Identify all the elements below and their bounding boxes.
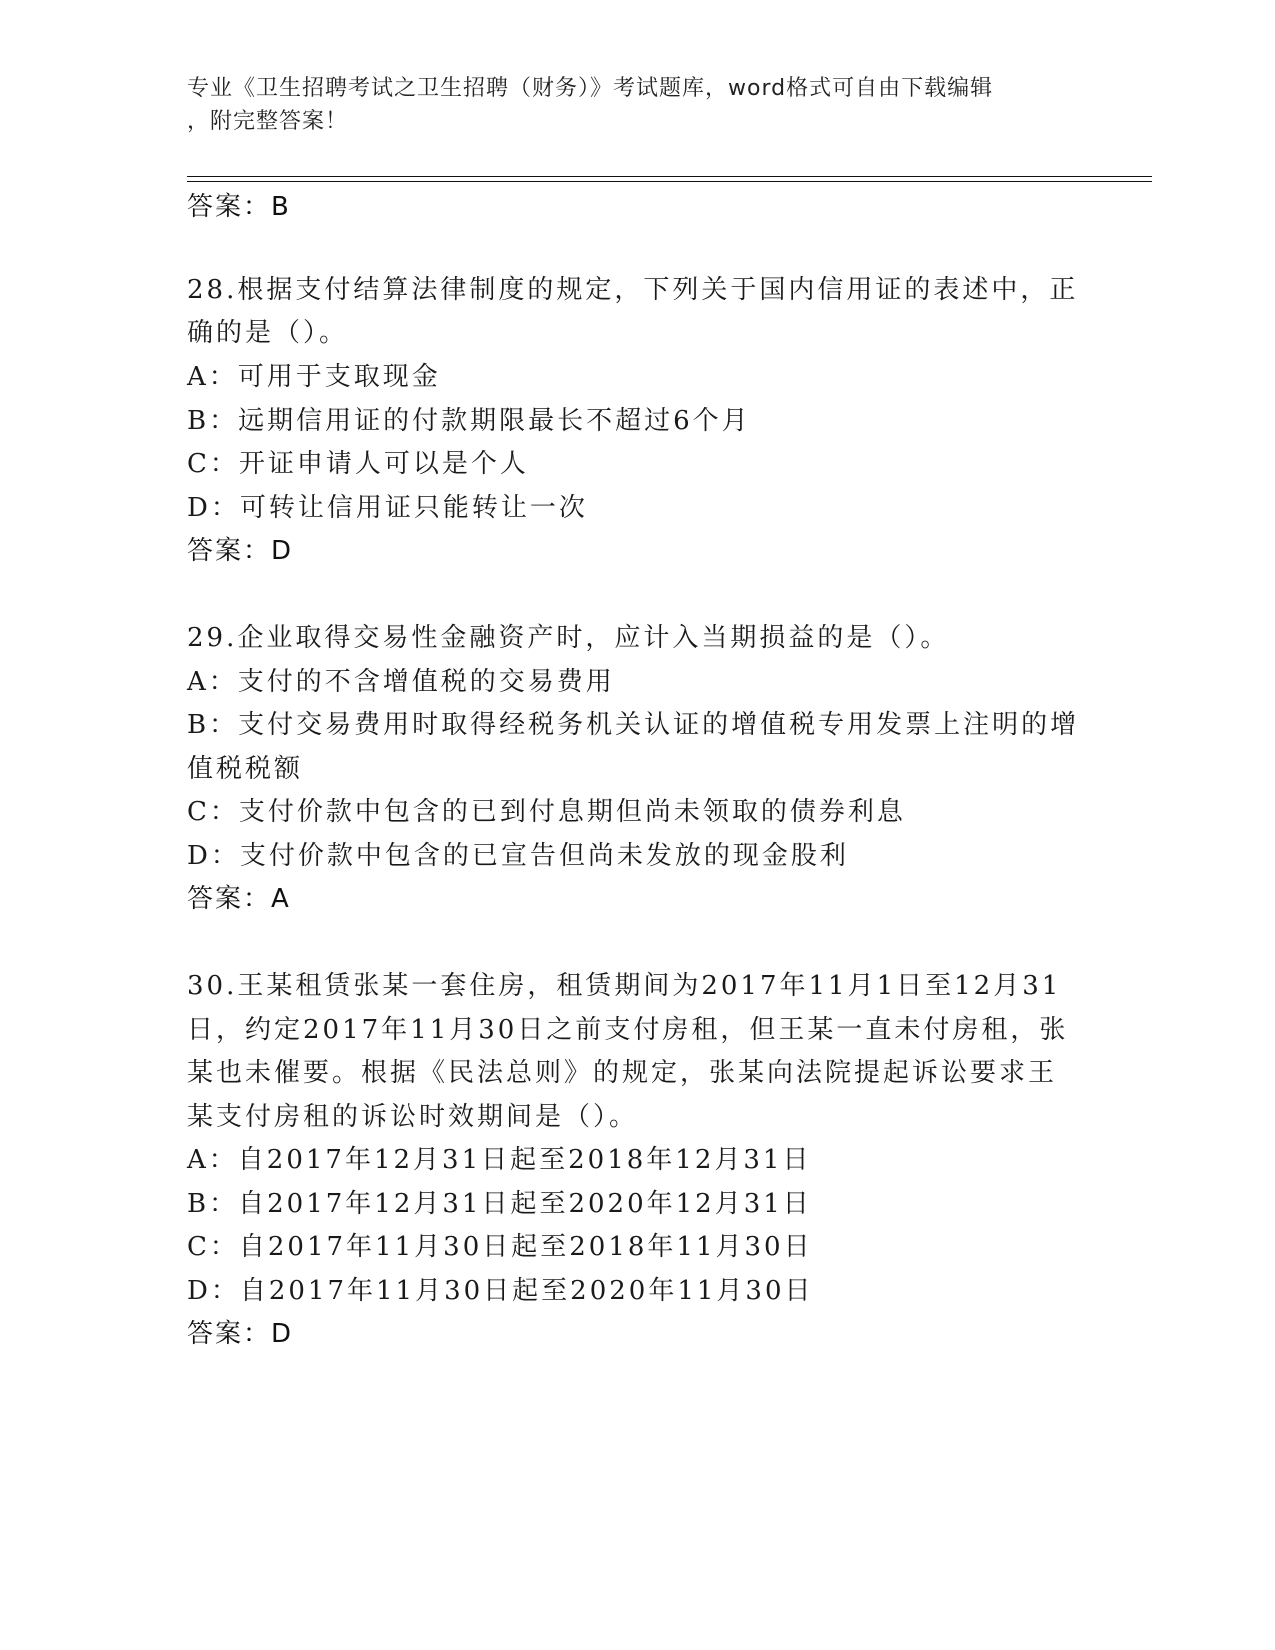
q30-stem-line-4: 某支付房租的诉讼时效期间是（）。: [187, 1102, 639, 1132]
q30-stem-line-2: 日，约定2017年11月30日之前支付房租，但王某一直未付房租，张: [187, 1015, 1069, 1045]
q29-option-b-line-1: B：支付交易费用时取得经税务机关认证的增值税专用发票上注明的增: [187, 710, 1080, 740]
q30-option-b: B：自2017年12月31日起至2020年12月31日: [187, 1189, 812, 1219]
header-line-1: 专业《卫生招聘考试之卫生招聘（财务）》考试题库，word格式可自由下载编辑: [187, 76, 994, 101]
q28-stem-line-1: 28.根据支付结算法律制度的规定，下列关于国内信用证的表述中，正: [187, 275, 1079, 305]
q29-answer: 答案：A: [187, 884, 291, 914]
q28-option-b: B：远期信用证的付款期限最长不超过6个月: [187, 406, 751, 436]
q30-stem-line-3: 某也未催要。根据《民法总则》的规定，张某向法院提起诉讼要求王: [187, 1058, 1058, 1088]
q29-option-b-line-2: 值税税额: [187, 754, 304, 784]
q30-option-d: D：自2017年11月30日起至2020年11月30日: [187, 1276, 814, 1306]
q30-option-a: A：自2017年12月31日起至2018年12月31日: [187, 1145, 812, 1175]
q28-option-a: A：可用于支取现金: [187, 362, 441, 392]
q28-option-d: D：可转让信用证只能转让一次: [187, 493, 588, 523]
answer-prev-question: 答案：B: [187, 192, 291, 222]
q28-option-c: C：开证申请人可以是个人: [187, 449, 529, 479]
header-divider-bottom: [187, 181, 1152, 182]
header-divider-top: [187, 176, 1152, 177]
q29-stem-line-1: 29.企业取得交易性金融资产时，应计入当期损益的是（）。: [187, 623, 950, 653]
q30-stem-line-1: 30.王某租赁张某一套住房，租赁期间为2017年11月1日至12月31: [187, 971, 1062, 1001]
q28-answer: 答案：D: [187, 536, 294, 566]
document-header: [187, 72, 1067, 138]
q29-option-d: D：支付价款中包含的已宣告但尚未发放的现金股利: [187, 841, 849, 871]
q30-answer: 答案：D: [187, 1319, 294, 1349]
q30-option-c: C：自2017年11月30日起至2018年11月30日: [187, 1232, 813, 1262]
q29-option-a: A：支付的不含增值税的交易费用: [187, 667, 615, 697]
q29-option-c: C：支付价款中包含的已到付息期但尚未领取的债券利息: [187, 797, 906, 827]
header-line-2: ，附完整答案！: [187, 109, 349, 134]
q28-stem-line-2: 确的是（）。: [187, 318, 349, 348]
